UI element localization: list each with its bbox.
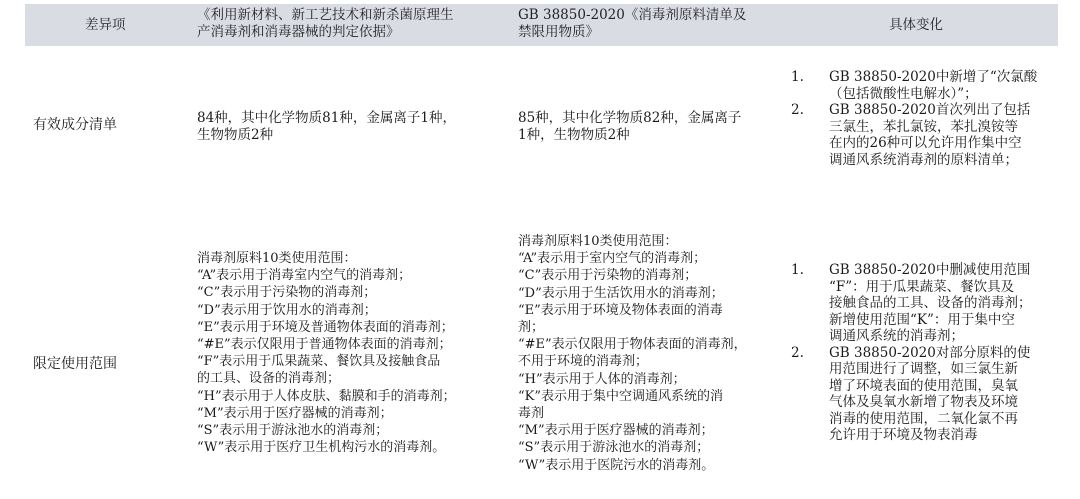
list-item: 2. GB 38850-2020对部分原料的使 用范围进行了调整，如三氯生新 增了环境表面的使用范围，臭氧 气体及臭氧水新增了物表及环境 消毒的使用范围，二氧化氯不再 允许用于环境及物表消毒 [791, 344, 1031, 443]
list-item: 2. GB 38850-2020首次列出了包括 三氯生，苯扎氯铵，苯扎溴铵等 在内的26种可以允许用作集中空 调通风系统消毒剂的原料清单； [791, 102, 1031, 168]
row1-changes-list [791, 69, 1037, 168]
list-item: 1. GB 38850-2020中新增了“次氯酸 （包括微酸性电解水）”； [791, 69, 1038, 102]
row2-new-value: 消毒剂原料10类使用范围： “A”表示用于室内空气的消毒剂； “C”表示用于污染物的消毒剂； “D”表示用于生活饮用水的消毒剂； “E”表示用于环境及物体表面的消毒 剂； “#E”表示仅限用于物体表面的消毒剂， 不用于环境的消毒剂； “H”表示用于人体的消毒剂； “K”表示用于集中空调通风系统的消 毒剂 “M”表示用于医疗器械的消毒剂； “S”表示用于游泳池水的消毒剂； “W”表示用于医院污水的消毒剂。 [518, 234, 747, 473]
header-changes: 具体变化 [889, 17, 943, 33]
row-label-ingredients: 有效成分清单 [33, 117, 117, 133]
row1-old-value: 84种，其中化学物质81种，金属离子1种， 生物物质2种 [197, 110, 456, 143]
row1-new-value: 85种，其中化学物质82种，金属离子 1种，生物物质2种 [518, 110, 742, 143]
row2-old-value: 消毒剂原料10类使用范围： “A”表示用于消毒室内空气的消毒剂； “C”表示用于污染物的消毒剂； “D”表示用于饮用水的消毒剂； “E”表示用于环境及普通物体表面的消毒剂； “#E”表示仅限用于普通物体表面的消毒剂； “F”表示用于瓜果蔬菜、餐饮具及接触食品 的工具、设备的消毒剂； “H”表示用于人体皮肤、黏膜和手的消毒剂； “M”表示用于医疗器械的消毒剂； “S”表示用于游泳池水的消毒剂； “W”表示用于医疗卫生机构污水的消毒剂。 [197, 251, 456, 456]
row2-changes-list [791, 262, 1032, 444]
header-old-standard: 《利用新材料、新工艺技术和新杀菌原理生 产消毒剂和消毒器械的判定依据》 [197, 7, 454, 40]
row-label-usage-scope: 限定使用范围 [33, 356, 117, 372]
header-new-standard: GB 38850-2020《消毒剂原料清单及 禁限用物质》 [518, 7, 747, 40]
header-diff-item: 差异项 [85, 17, 126, 33]
list-item: 1. GB 38850-2020中删减使用范围 “F”：用于瓜果蔬菜、餐饮具及 接触食品的工具、设备的消毒剂； 新增使用范围“K”：用于集中空 调通风系统的消毒剂； [791, 262, 1032, 344]
